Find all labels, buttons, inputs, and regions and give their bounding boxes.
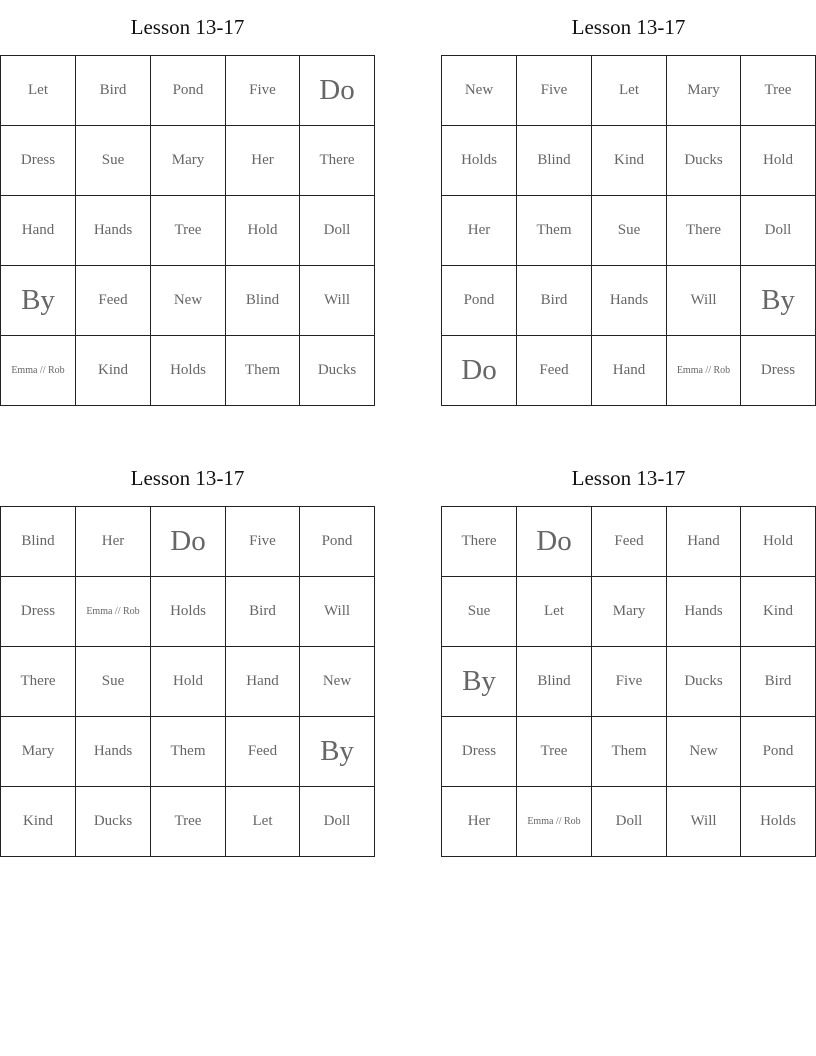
bingo-cell: Them (151, 717, 226, 787)
bingo-cell: New (442, 56, 517, 126)
bingo-cell: Her (226, 126, 300, 196)
bingo-card-4 (441, 451, 816, 829)
bingo-cell: Mary (592, 577, 667, 647)
card-title: Lesson 13-17 (571, 466, 686, 490)
bingo-cell: Hands (592, 266, 667, 336)
bingo-cell: Will (667, 266, 741, 336)
bingo-cell: Tree (517, 717, 592, 787)
bingo-cell: Dress (1, 577, 76, 647)
bingo-cell: Ducks (667, 647, 741, 717)
bingo-cell: Mary (667, 56, 741, 126)
bingo-cell: There (1, 647, 76, 717)
bingo-cell: By (741, 266, 816, 336)
bingo-cell: Five (226, 507, 300, 577)
bingo-cell: Feed (592, 507, 667, 577)
bingo-cell: Feed (76, 266, 151, 336)
bingo-cell: Five (517, 56, 592, 126)
bingo-cell: Her (442, 787, 517, 857)
bingo-cell: Hold (226, 196, 300, 266)
bingo-cell: Bird (76, 56, 151, 126)
bingo-cell: New (151, 266, 226, 336)
bingo-cell: Hand (1, 196, 76, 266)
bingo-cell: Them (226, 336, 300, 406)
bingo-cell: There (300, 126, 375, 196)
bingo-cell: Let (517, 577, 592, 647)
bingo-cell: Sue (76, 126, 151, 196)
bingo-cell: Blind (1, 507, 76, 577)
bingo-cell: Doll (300, 787, 375, 857)
bingo-grid (441, 55, 816, 406)
bingo-cell: There (667, 196, 741, 266)
bingo-cell: Let (1, 56, 76, 126)
bingo-cell: Five (592, 647, 667, 717)
bingo-cell: Tree (741, 56, 816, 126)
bingo-cell: Feed (226, 717, 300, 787)
bingo-grid (0, 55, 375, 406)
bingo-grid (441, 506, 816, 857)
bingo-cell: Hold (151, 647, 226, 717)
bingo-cell: Dress (442, 717, 517, 787)
bingo-cell: Emma // Rob (667, 336, 741, 406)
bingo-cell: Will (300, 266, 375, 336)
bingo-cell: Hands (667, 577, 741, 647)
bingo-cell: Blind (226, 266, 300, 336)
card-title: Lesson 13-17 (130, 15, 245, 39)
bingo-cell: Hold (741, 126, 816, 196)
bingo-cell: By (300, 717, 375, 787)
bingo-cell: Emma // Rob (76, 577, 151, 647)
bingo-cell: New (300, 647, 375, 717)
bingo-card-2 (441, 0, 816, 386)
bingo-cell: Doll (741, 196, 816, 266)
bingo-cell: Holds (741, 787, 816, 857)
bingo-cell: Blind (517, 126, 592, 196)
bingo-cell: Tree (151, 196, 226, 266)
bingo-cell: Doll (592, 787, 667, 857)
bingo-cell: By (442, 647, 517, 717)
bingo-cell: Bird (517, 266, 592, 336)
bingo-card-1 (0, 0, 375, 378)
bingo-cell: Dress (1, 126, 76, 196)
bingo-cell: Mary (1, 717, 76, 787)
bingo-cell: Them (592, 717, 667, 787)
bingo-cell: New (667, 717, 741, 787)
bingo-cell: Hands (76, 196, 151, 266)
bingo-cell: Ducks (667, 126, 741, 196)
bingo-cell: Do (517, 507, 592, 577)
bingo-cell: Hand (592, 336, 667, 406)
bingo-cell: Blind (517, 647, 592, 717)
bingo-cell: Let (592, 56, 667, 126)
bingo-cell: Holds (151, 336, 226, 406)
bingo-cell: Sue (592, 196, 667, 266)
bingo-cell: Five (226, 56, 300, 126)
bingo-cell: Bird (741, 647, 816, 717)
bingo-cell: Tree (151, 787, 226, 857)
card-title: Lesson 13-17 (571, 15, 686, 39)
bingo-cell: There (442, 507, 517, 577)
bingo-cell: Mary (151, 126, 226, 196)
bingo-cell: Let (226, 787, 300, 857)
bingo-grid (0, 506, 375, 857)
bingo-cell: Pond (300, 507, 375, 577)
bingo-cell: Hands (76, 717, 151, 787)
bingo-cell: Kind (592, 126, 667, 196)
bingo-cell: By (1, 266, 76, 336)
bingo-cell: Do (300, 56, 375, 126)
bingo-cell: Kind (76, 336, 151, 406)
bingo-cell: Dress (741, 336, 816, 406)
bingo-cell: Sue (76, 647, 151, 717)
bingo-cell: Them (517, 196, 592, 266)
bingo-cell: Sue (442, 577, 517, 647)
bingo-cell: Kind (741, 577, 816, 647)
card-title: Lesson 13-17 (130, 466, 245, 490)
bingo-cell: Ducks (76, 787, 151, 857)
bingo-cell: Ducks (300, 336, 375, 406)
bingo-cell: Bird (226, 577, 300, 647)
bingo-cell: Pond (442, 266, 517, 336)
bingo-cell: Her (76, 507, 151, 577)
bingo-cell: Pond (151, 56, 226, 126)
bingo-card-3 (0, 451, 375, 829)
bingo-cell: Hand (226, 647, 300, 717)
bingo-cell: Do (151, 507, 226, 577)
bingo-cell: Will (300, 577, 375, 647)
bingo-cell: Holds (151, 577, 226, 647)
bingo-cell: Do (442, 336, 517, 406)
bingo-cell: Doll (300, 196, 375, 266)
bingo-cell: Emma // Rob (517, 787, 592, 857)
bingo-cell: Her (442, 196, 517, 266)
bingo-cell: Holds (442, 126, 517, 196)
bingo-cell: Kind (1, 787, 76, 857)
bingo-cell: Pond (741, 717, 816, 787)
bingo-cell: Feed (517, 336, 592, 406)
bingo-cell: Emma // Rob (1, 336, 76, 406)
bingo-cell: Hand (667, 507, 741, 577)
bingo-cell: Hold (741, 507, 816, 577)
bingo-cell: Will (667, 787, 741, 857)
